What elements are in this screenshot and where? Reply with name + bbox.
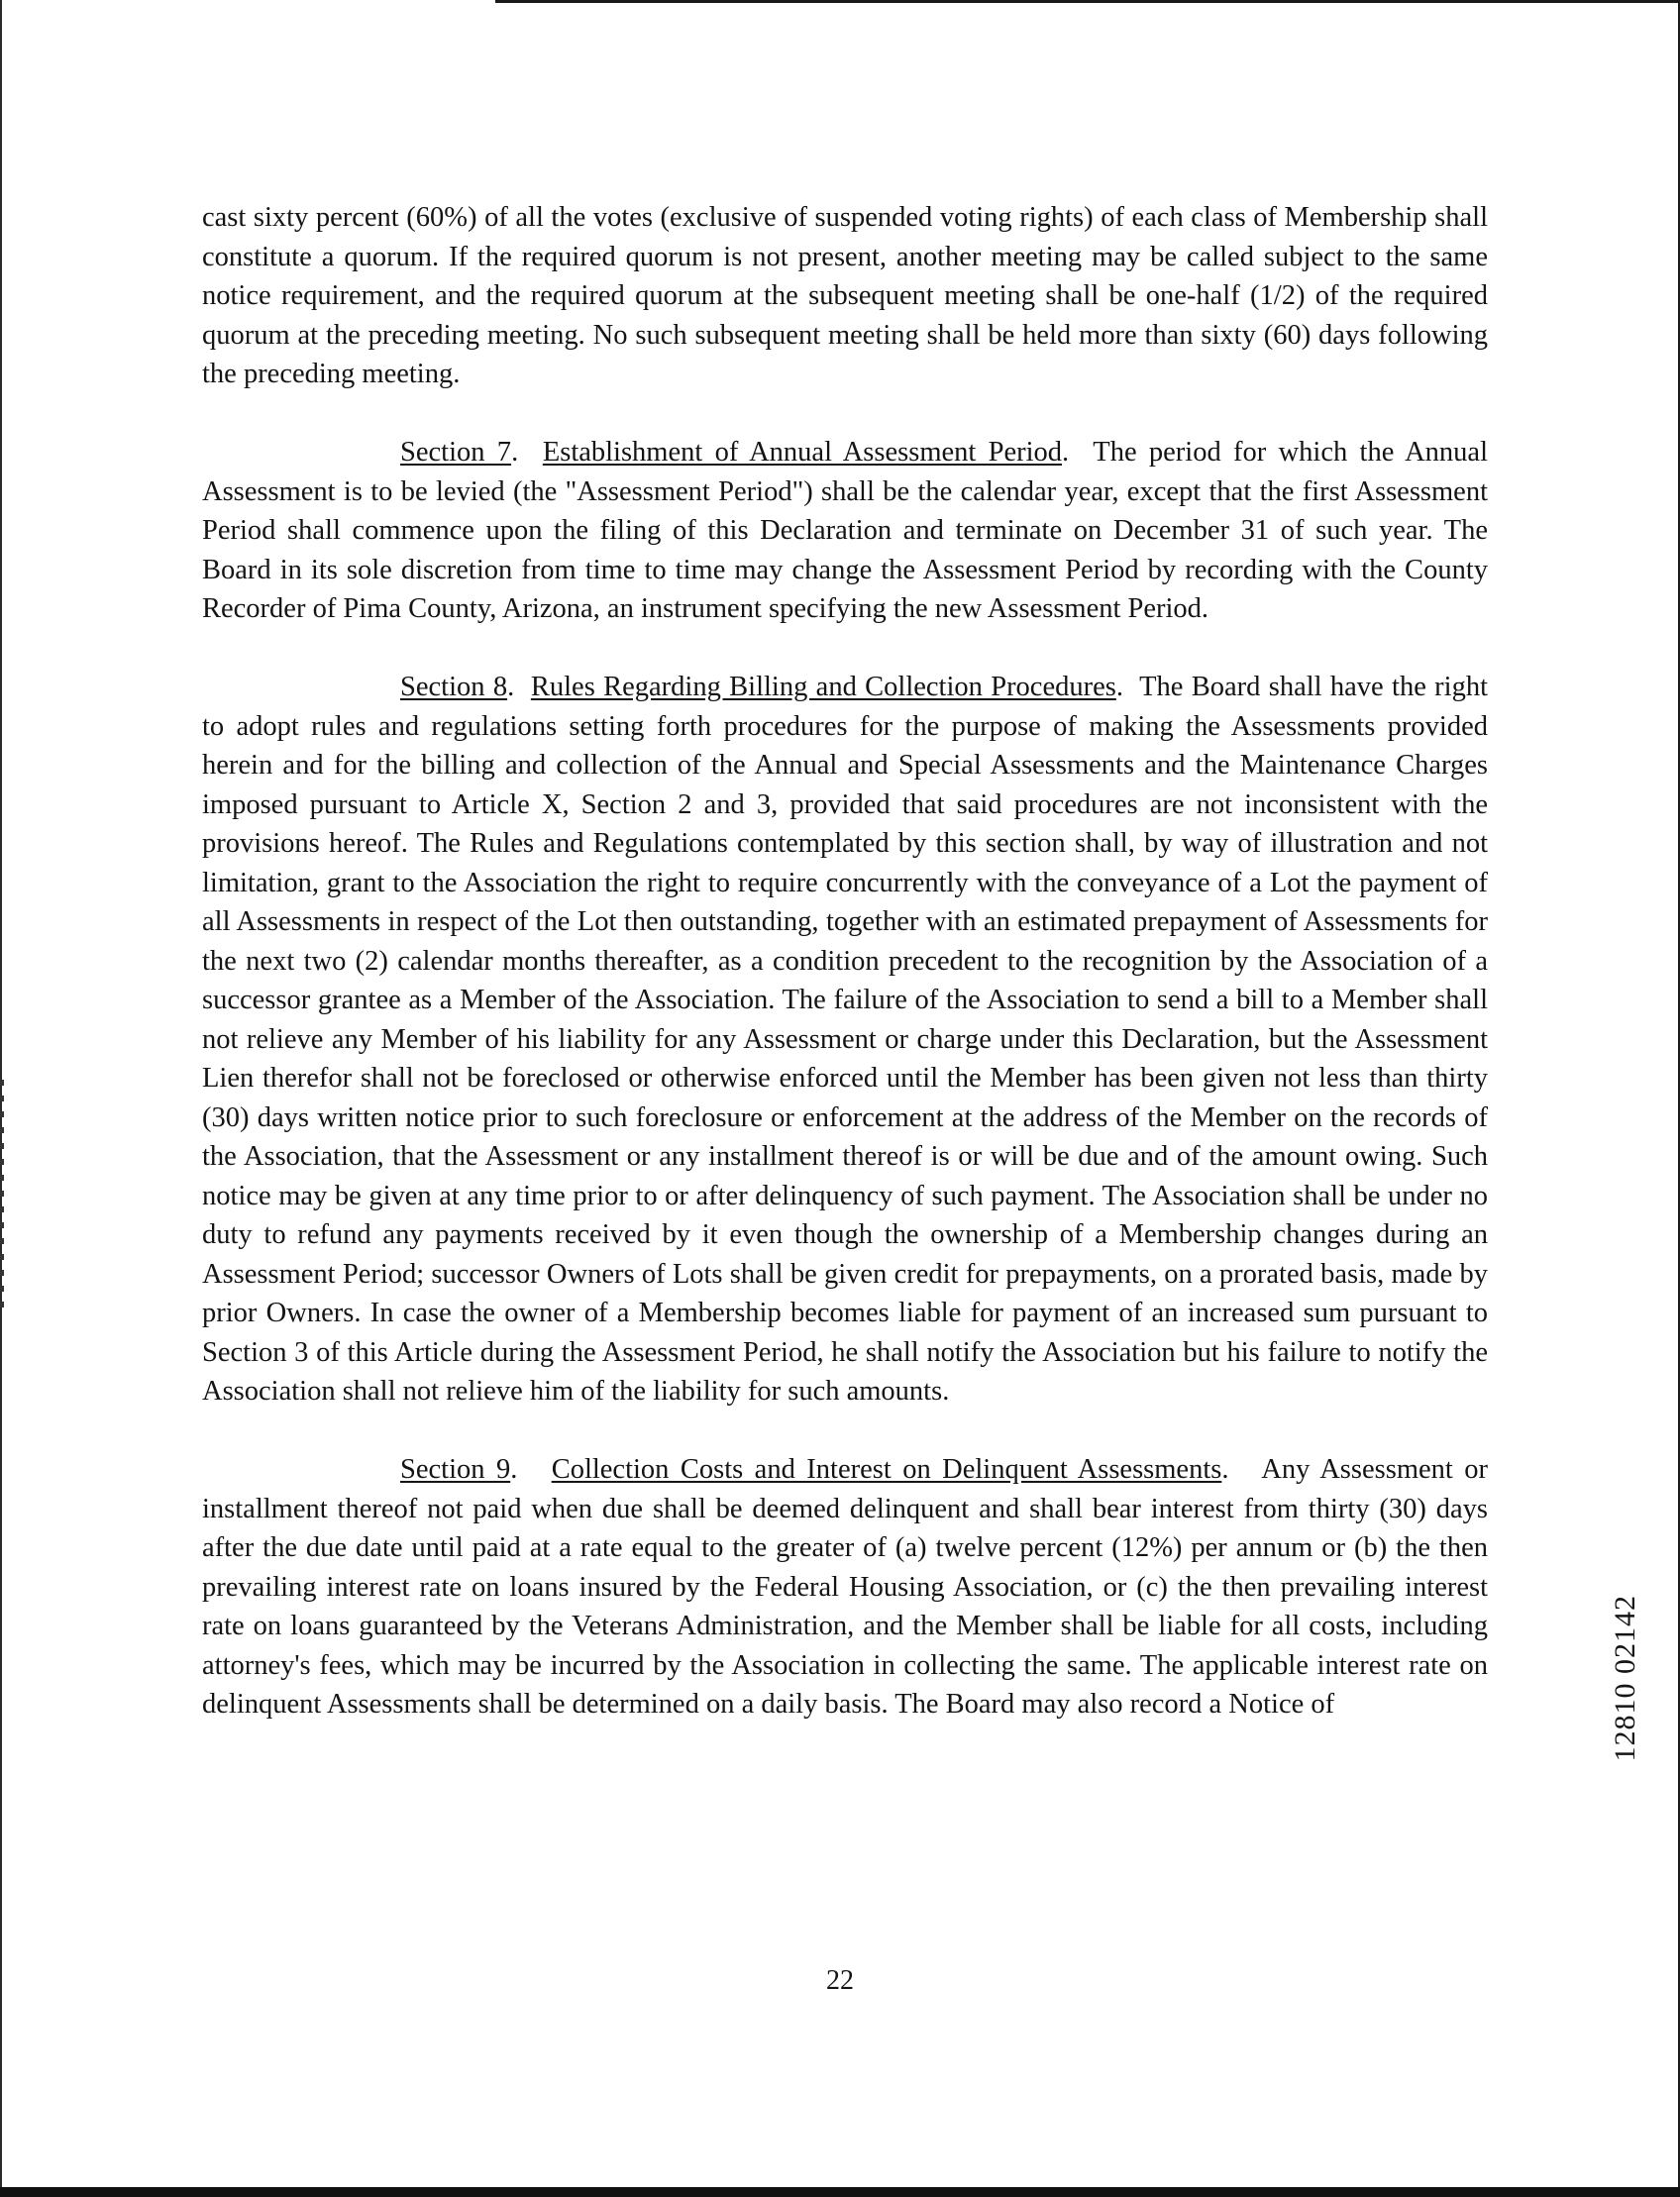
section-7-body: The period for which the Annual Assessment is to be levied (the "Assessment Period") shall be the calendar year, except that the first Assessment Period shall commence upon the filing of this Declaration and terminate on December 31 of such year. The Board in its sole discretion from time to time may change the Assessment Period by recording with the County Recorder of Pima County, Arizona, an instrument specifying the new Assessment Period. — [202, 437, 1488, 624]
section-8-title: Rules Regarding Billing and Collection Procedures — [530, 672, 1116, 702]
page-number: 22 — [826, 1965, 854, 1996]
section-9-title: Collection Costs and Interest on Delinquent Assessments — [551, 1454, 1222, 1485]
scan-edge-bottom — [0, 2187, 1680, 2197]
section-8-label: Section 8 — [400, 672, 508, 702]
margin-binding-marks — [0, 1080, 4, 1317]
scan-edge-top — [495, 0, 1680, 3]
section-9-label: Section 9 — [400, 1454, 511, 1485]
section-7-label: Section 7 — [400, 437, 512, 468]
section-7-title: Establishment of Annual Assessment Period — [542, 437, 1063, 468]
section-7: Section 7. Establishment of Annual Assessment Period. The period for which the Annual Assessment is to be levied (the "Assessment Period") shall be the calendar year, except that the first Assessment Period shall commence upon the filing of this Declaration and terminate on December 31 of such year. The Board in its sole discretion from time to time may change the Assessment Period by recording with the County Recorder of Pima County, Arizona, an instrument specifying the new Assessment Period. — [202, 437, 1488, 624]
recording-number: 12810 02142 — [1609, 1595, 1641, 1762]
opening-paragraph: cast sixty percent (60%) of all the votes (exclusive of suspended voting rights) of each class of Membership shall constitute a quorum. If the required quorum is not present, another meeting may be called subject to the same notice requirement, and the required quorum at the subsequent meeting shall be one-half (1/2) of the required quorum at the preceding meeting. No such subsequent meeting shall be held more than sixty (60) days following the preceding meeting. — [202, 202, 1488, 389]
section-8: Section 8. Rules Regarding Billing and Collection Procedures. The Board shall have the right to adopt rules and regulations setting forth procedures for the purpose of making the Assessments provided herein and for the billing and collection of the Annual and Special Assessments and the Maintenance Charges imposed pursuant to Article X, Section 2 and 3, provided that said procedures are not inconsistent with the provisions hereof. The Rules and Regulations contemplated by this section shall, by way of illustration and not limitation, grant to the Association the right to require concurrently with the conveyance of a Lot the payment of all Assessments in respect of the Lot then outstanding, together with an estimated prepayment of Assessments for the next two (2) calendar months thereafter, as a condition precedent to the recognition by the Association of a successor grantee as a Member of the Association. The failure of the Association to send a bill to a Member shall not relieve any Member of his liability for any Assessment or charge under this Declaration, but the Assessment Lien therefor shall not be foreclosed or otherwise enforced until the Member has been given not less than thirty (30) days written notice prior to such foreclosure or enforcement at the address of the Member on the records of the Association, that the Assessment or any installment thereof is or will be due and of the amount owing. Such notice may be given at any time prior to or after delinquency of such payment. The Association shall be under no duty to refund any payments received by it even though the ownership of a Membership changes during an Assessment Period; successor Owners of Lots shall be given credit for prepayments, on a prorated basis, made by prior Owners. In case the owner of a Membership becomes liable for payment of an increased sum pursuant to Section 3 of this Article during the Assessment Period, he shall notify the Association but his failure to notify the Association shall not relieve him of the liability for such amounts. — [202, 672, 1489, 1407]
section-8-body: The Board shall have the right to adopt rules and regulations setting forth procedures for the purpose of making the Assessments provided herein and for the billing and collection of the Annual and Special Assessments and the Maintenance Charges imposed pursuant to Article X, Section 2 and 3, provided that said procedures are not inconsistent with the provisions hereof. The Rules and Regulations contemplated by this section shall, by way of illustration and not limitation, grant to the Association the right to require concurrently with the conveyance of a Lot the payment of all Assessments in respect of the Lot then outstanding, together with an estimated prepayment of Assessments for the next two (2) calendar months thereafter, as a condition precedent to the recognition by the Association of a successor grantee as a Member of the Association. The failure of the Association to send a bill to a Member shall not relieve any Member of his liability for any Assessment or charge under this Declaration, but the Assessment Lien therefor shall not be foreclosed or otherwise enforced until the Member has been given not less than thirty (30) days written notice prior to such foreclosure or enforcement at the address of the Member on the records of the Association, that the Assessment or any installment thereof is or will be due and of the amount owing. Such notice may be given at any time prior to or after delinquency of such payment. The Association shall be under no duty to refund any payments received by it even though the ownership of a Membership changes during an Assessment Period; successor Owners of Lots shall be given credit for prepayments, on a prorated basis, made by prior Owners. In case the owner of a Membership becomes liable for payment of an increased sum pursuant to Section 3 of this Article during the Assessment Period, he shall notify the Association but his failure to notify the Association shall not relieve him of the liability for such amounts. — [202, 672, 1489, 1407]
section-9: Section 9. Collection Costs and Interest on Delinquent Assessments. Any Assessment or installment thereof not paid when due shall be deemed delinquent and shall bear interest from thirty (30) days after the due date until paid at a rate equal to the greater of (a) twelve percent (12%) per annum or (b) the then prevailing interest rate on loans insured by the Federal Housing Association, or (c) the then prevailing interest rate on loans guaranteed by the Veterans Administration, and the Member shall be liable for all costs, including attorney's fees, which may be incurred by the Association in collecting the same. The applicable interest rate on delinquent Assessments shall be determined on a daily basis. The Board may also record a Notice of — [202, 1454, 1489, 1720]
section-9-body: Any Assessment or installment thereof not paid when due shall be deemed delinquent and shall bear interest from thirty (30) days after the due date until paid at a rate equal to the greater of (a) twelve percent (12%) per annum or (b) the then prevailing interest rate on loans insured by the Federal Housing Association, or (c) the then prevailing interest rate on loans guaranteed by the Veterans Administration, and the Member shall be liable for all costs, including attorney's fees, which may be incurred by the Association in collecting the same. The applicable interest rate on delinquent Assessments shall be determined on a daily basis. The Board may also record a Notice of — [202, 1454, 1489, 1720]
page-body — [202, 198, 1488, 1725]
